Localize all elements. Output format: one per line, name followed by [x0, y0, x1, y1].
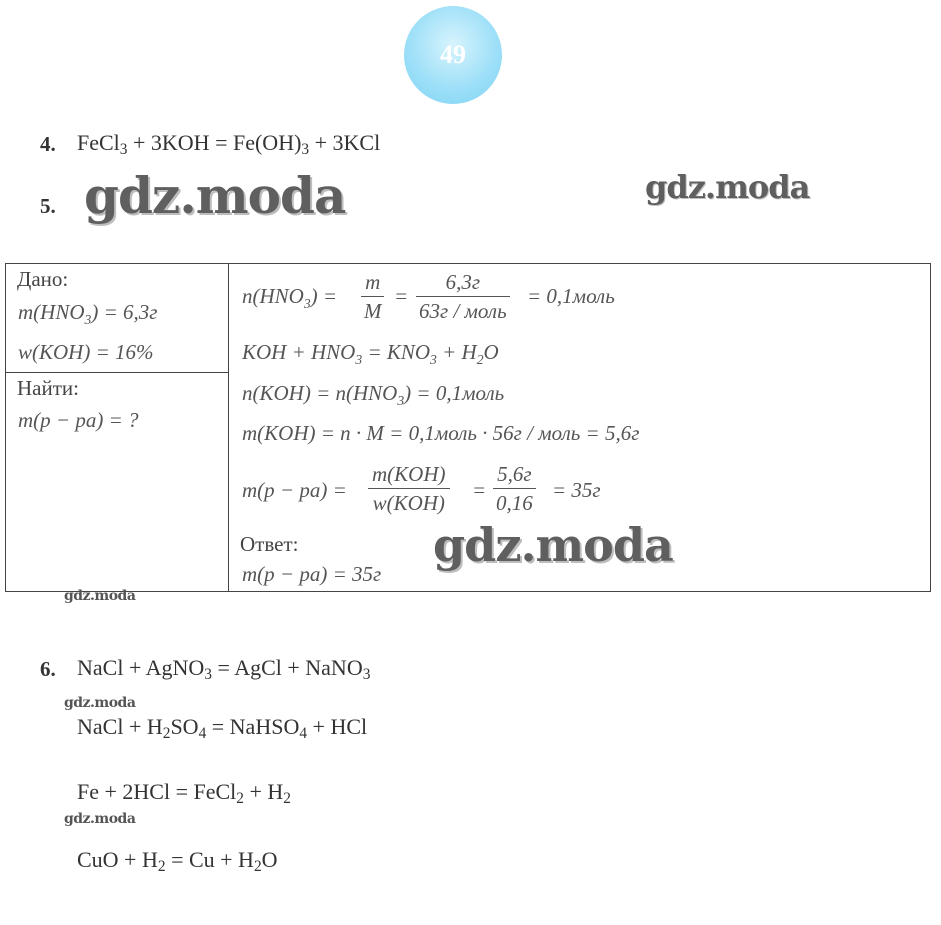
table-row-divider [6, 372, 229, 373]
page-number: 49 [440, 40, 466, 69]
solution-line-5-fraction-2: 5,6г 0,16 [492, 460, 537, 517]
solution-line-1-equals: = [394, 284, 409, 308]
solution-line-5-lhs: m(p − pa) = [242, 478, 347, 502]
task-6-equation-4: CuO + $H_2 = Cu + H_2O$ [77, 847, 278, 875]
answer-value: m(p − pa) = 35г [242, 562, 382, 586]
watermark-small-1: gdz.moda [64, 588, 136, 604]
solution-line-1-fraction-2: 6,3г 63г / моль [415, 268, 511, 325]
solution-line-5-fraction-1: m(KOH) w(KOH) [368, 460, 450, 517]
solution-line-5-equals: = [472, 478, 487, 502]
task-5-number: 5. [40, 194, 56, 218]
find-header: Найти: [17, 376, 79, 400]
page-number-badge [404, 6, 502, 104]
task-4-number: 4. [40, 132, 56, 156]
table-column-divider [228, 264, 229, 591]
solution-line-1-rhs: = 0,1моль [527, 284, 615, 308]
solution-line-1-fraction-1: $\frac{m}{M}$ [360, 268, 386, 325]
watermark-large: gdz.moda [84, 166, 346, 225]
task-6-equation-3: Fe + 2HCl = FeCl$_2$ + $H_2$ [77, 779, 291, 807]
solution-line-5-rhs: = 35г [552, 478, 601, 502]
given-header: Дано: [17, 267, 69, 291]
task-4-equation: FeCl$_3$ + $3KOH = Fe(OH)_3 + 3KCl$ [77, 130, 381, 158]
given-fraction-koh: w(KOH) = 16% [18, 340, 154, 364]
watermark-small-3: gdz.moda [64, 811, 136, 827]
answer-label: Ответ: [240, 532, 299, 556]
task-5-table [5, 263, 931, 592]
given-mass-hno3: $m(HNO_3) = 6,3г$ [18, 300, 158, 327]
task-6-equation-2: NaCl + $H_2SO_4$ = NaHSO$_4$ + HCl [77, 714, 368, 742]
find-mass-solution: m(p − pa) = ? [18, 408, 139, 432]
solution-line-4: m(KOH) = n · M = 0,1моль · 56г / моль = 5,6г [242, 421, 640, 445]
watermark-small-2: gdz.moda [64, 695, 136, 711]
solution-line-3: $n(KOH) = n(HNO_3)$ = 0,1моль [242, 381, 505, 408]
watermark-table: gdz.moda [433, 518, 673, 572]
task-6-equation-1: NaCl + AgNO$_3$ = AgCl + NaNO$_3$ [77, 655, 371, 683]
watermark-medium: gdz.moda [645, 168, 810, 206]
task-6-number: 6. [40, 657, 56, 681]
solution-line-1-lhs: $n(HNO_3)$ = [242, 284, 338, 311]
solution-line-2-reaction: KOH + $HNO_3 = KNO_3 + H_2O$ [242, 340, 499, 367]
